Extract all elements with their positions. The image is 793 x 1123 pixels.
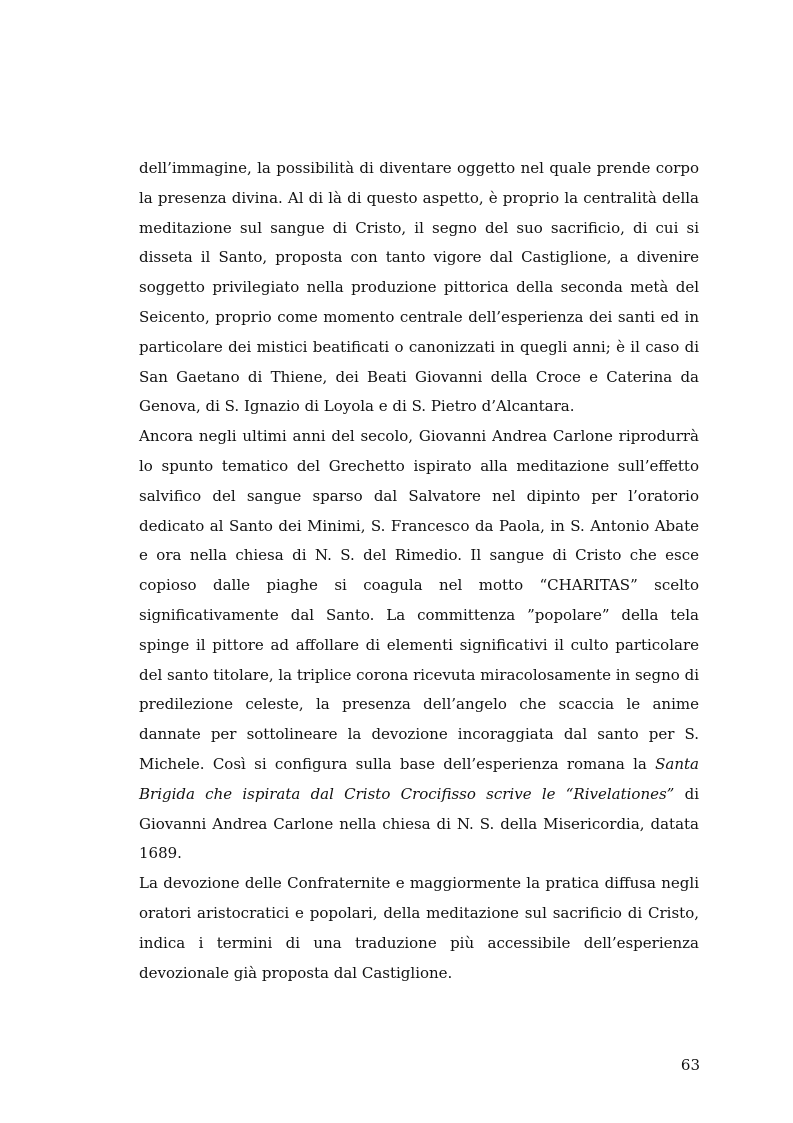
paragraph-1: dell’immagine, la possibilità di diventare oggetto nel quale prende corpo la presenza divina. Al di là di questo aspetto, è proprio la centralità della meditazione sul sangue di Cristo, il segno del suo sacrificio, di cui si disseta il Santo, proposta con tanto vigore dal Castiglione, a divenire soggetto privilegiato nella produzione pittorica della seconda metà del Seicento, proprio come momento centrale dell’esperienza dei santi ed in particolare dei mistici beatificati o canonizzati in quegli anni; è il caso di San Gaetano di Thiene, dei Beati Giovanni della Croce e Caterina da Genova, di S. Ignazio di Loyola e di S. Pietro d’Alcantara. xyxy=(139,159,699,416)
page-number: 63 xyxy=(680,1056,700,1074)
paragraph-2-text-start: Ancora negli ultimi anni del secolo, Giovanni Andrea Carlone riprodurrà lo spunto tematico del Grechetto ispirato alla meditazione sull’effetto salvifico del sangue sparso dal Salvatore nel dipinto per l’oratorio dedicato al Santo dei Minimi, S. Francesco da Paola, in S. Antonio Abate e ora nella chiesa di N. S. del Rimedio. Il sangue di Cristo che esce copioso dalle piaghe si coagula nel motto “CHARITAS” scelto significativamente dal Santo. La committenza ”popolare” della tela spinge il pittore ad affollare di elementi significativi il culto particolare del santo titolare, la triplice corona ricevuta miracolosamente in segno di predilezione celeste, la presenza dell’angelo che scaccia le anime dannate per sottolineare la devozione incoraggiata dal santo per S. Michele. Così si configura sulla base dell’esperienza romana la xyxy=(139,427,699,773)
artwork-title: Santa Brigida che ispirata dal Cristo Crocifisso scrive le “Rivelationes” xyxy=(139,754,699,803)
paragraph-2 xyxy=(139,422,699,869)
paragraph-3: La devozione delle Confraternite e maggiormente la pratica diffusa negli oratori aristocratici e popolari, della meditazione sul sacrificio di Cristo, indica i termini di una traduzione più accessibile dell’esperienza devozionale già proposta dal Castiglione. xyxy=(139,874,699,982)
body-text xyxy=(139,154,699,988)
paragraph-2-text-end: di Giovanni Andrea Carlone nella chiesa di N. S. della Misericordia, datata 1689. xyxy=(139,784,699,863)
